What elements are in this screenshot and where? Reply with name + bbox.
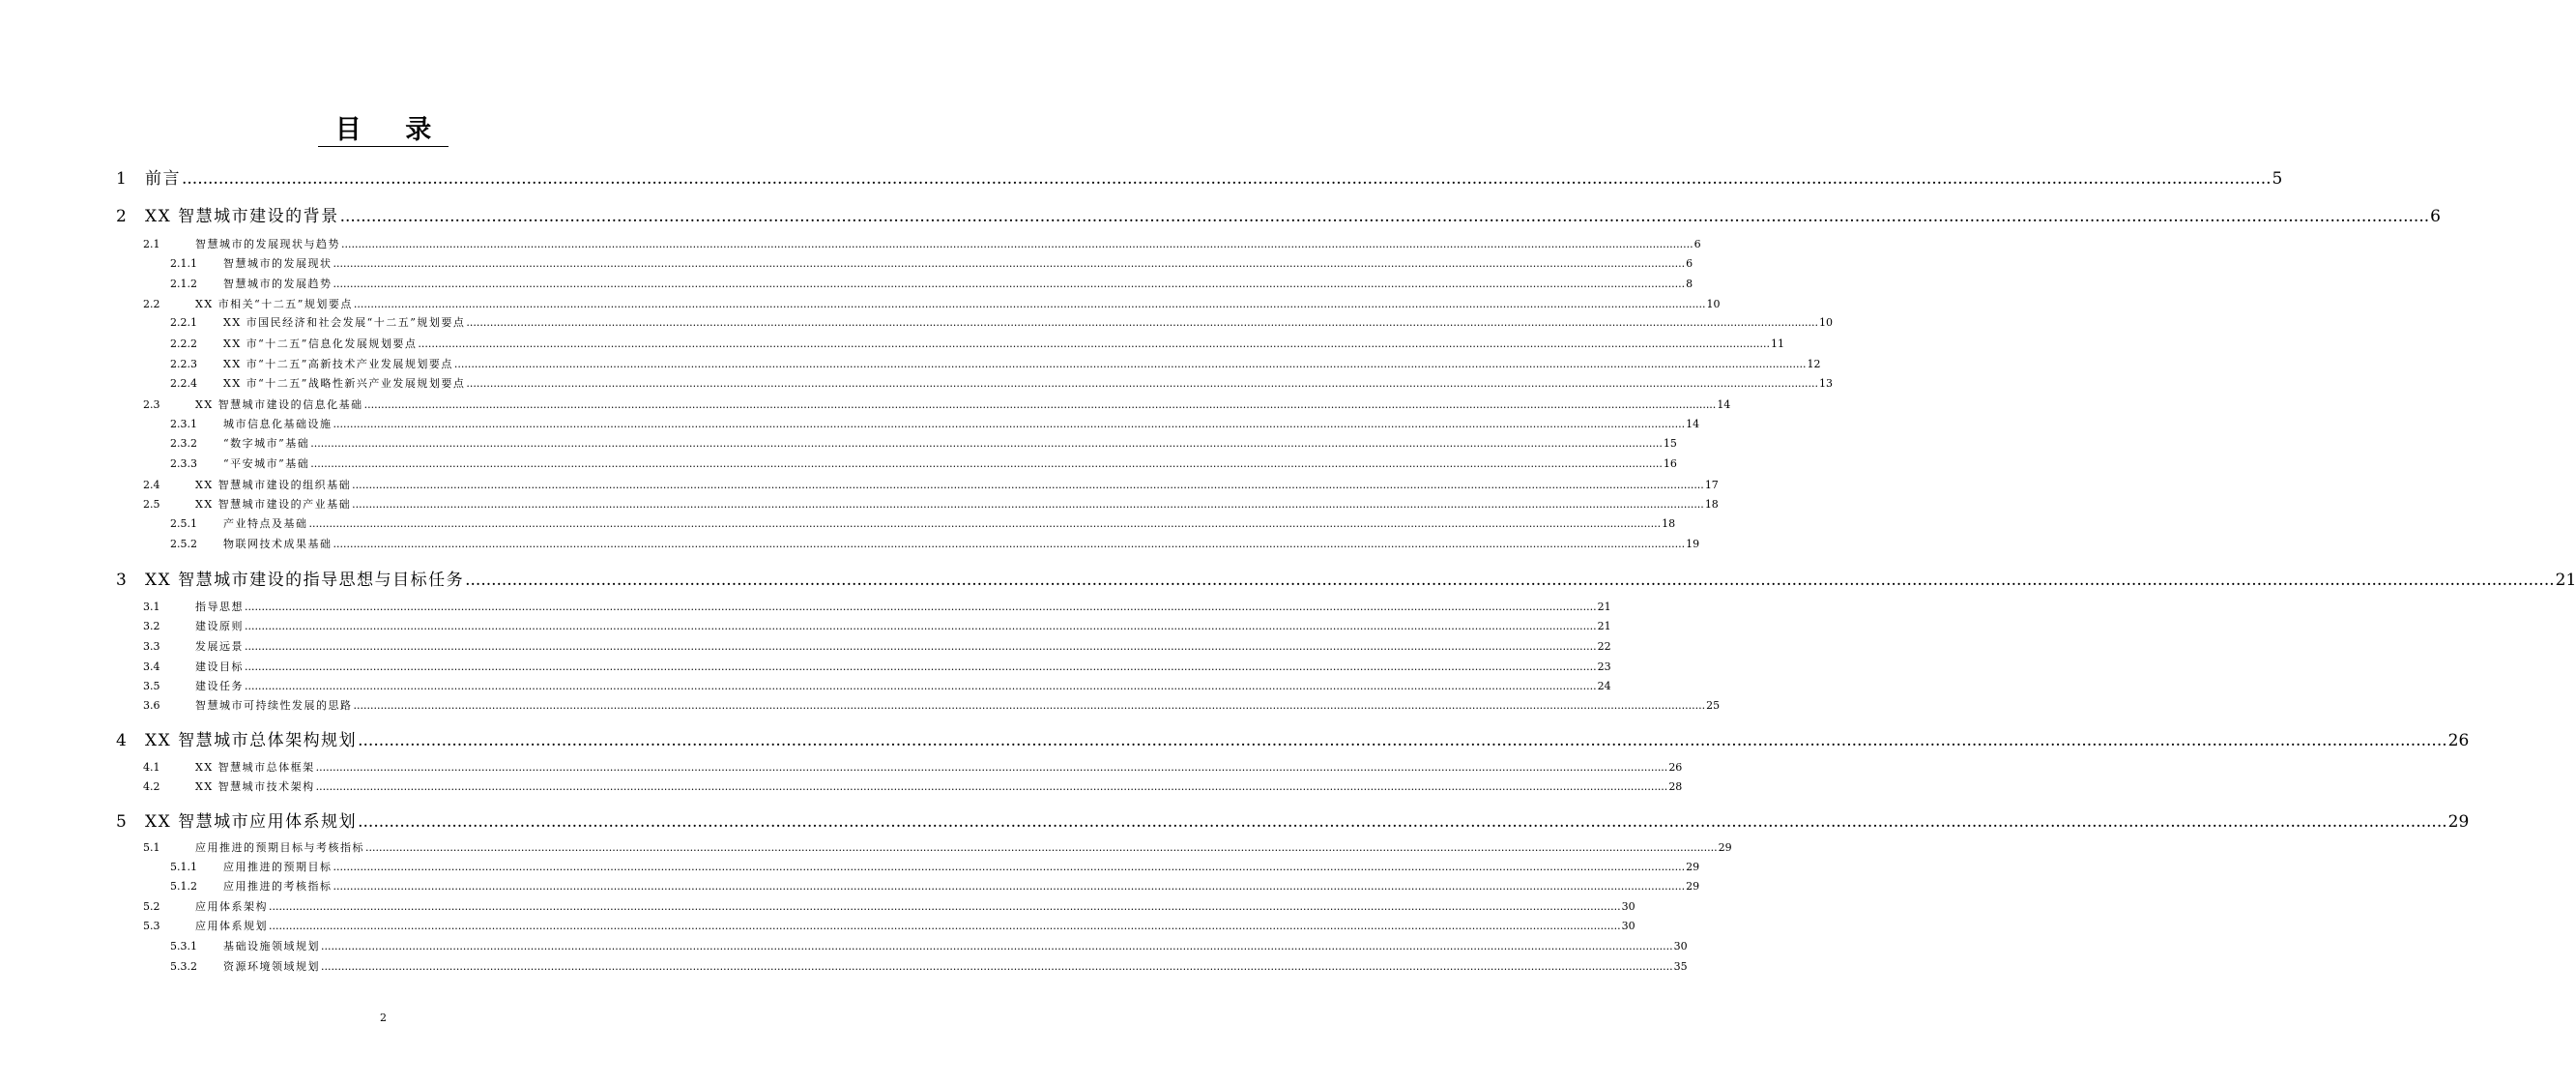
toc-entry[interactable]: [170, 455, 1677, 471]
toc-entry-title: XX 智慧城市建设的产业基础: [195, 498, 352, 511]
toc-entry[interactable]: [116, 202, 2441, 226]
toc-entry-number: 5.3: [143, 920, 160, 932]
toc-entry[interactable]: [170, 859, 1700, 874]
toc-entry[interactable]: [170, 878, 1700, 894]
toc-leader-dots: ................................................................................................................................................................................................................................................................................................................................................................................................................: [333, 278, 1686, 290]
toc-entry-number: 2.1.1: [170, 257, 197, 270]
toc-entry-page: 16: [1663, 457, 1677, 470]
toc-entry[interactable]: [170, 958, 1688, 974]
toc-leader-dots: ................................................................................................................................................................................................................................................................................................................................................................................................................: [321, 940, 1673, 953]
toc-entry-number: 5.1: [143, 841, 160, 854]
toc-entry-page: 19: [1686, 538, 1700, 550]
toc-entry-title: 应用推进的考核指标: [223, 880, 333, 893]
toc-entry[interactable]: [116, 164, 2283, 189]
toc-entry-page: 30: [1621, 900, 1635, 913]
toc-leader-dots: ................................................................................................................................................................................................................................................................................................................................................................................................................: [352, 498, 1704, 511]
toc-entry-title: XX 智慧城市建设的组织基础: [195, 479, 352, 491]
toc-entry-number: 2.2: [143, 298, 160, 310]
toc-leader-dots: ................................................................................................................................................................................................................................................................................................................................................................................................................: [363, 398, 1717, 411]
toc-entry-page: 21: [1597, 620, 1611, 632]
toc-leader-dots: ................................................................................................................................................................................................................................................................................................................................................................................................................: [353, 699, 1706, 712]
toc-leader-dots: ................................................................................................................................................................................................................................................................................................................................................................................................................: [315, 761, 1668, 774]
toc-entry[interactable]: [170, 314, 1834, 330]
toc-leader-dots: ................................................................................................................................................................................................................................................................................................................................................................................................................: [365, 841, 1718, 854]
toc-entry-title: 应用推进的预期目标: [223, 861, 333, 873]
toc-entry-page: 21: [2555, 571, 2576, 590]
toc-entry-page: 6: [1693, 238, 1701, 250]
toc-leader-dots: ................................................................................................................................................................................................................................................................................................................................................................................................................: [245, 660, 1597, 673]
toc-leader-dots: ................................................................................................................................................................................................................................................................................................................................................................................................................: [465, 571, 2555, 590]
toc-entry-page: 29: [1686, 861, 1700, 873]
toc-entry-page: 30: [1621, 920, 1635, 932]
toc-entry-title: XX 智慧城市技术架构: [195, 780, 315, 793]
toc-entry-page: 10: [1819, 316, 1834, 329]
toc-entry-title: 资源环境领域规划: [223, 960, 320, 973]
toc-entry-number: 2.5.2: [170, 538, 197, 550]
toc-entry-page: 29: [2447, 812, 2470, 832]
toc-entry-title: XX 智慧城市总体架构规划: [145, 731, 358, 750]
toc-leader-dots: ................................................................................................................................................................................................................................................................................................................................................................................................................: [358, 731, 2447, 750]
toc-entry-page: 28: [1668, 780, 1683, 793]
toc-entry-number: 5.2: [143, 900, 160, 913]
toc-entry[interactable]: [143, 759, 1683, 775]
toc-entry[interactable]: [170, 515, 1676, 531]
toc-entry-title: XX 智慧城市建设的指导思想与目标任务: [145, 571, 465, 590]
toc-entry[interactable]: [143, 296, 1721, 311]
toc-entry-number: 3.1: [143, 601, 160, 613]
toc-entry[interactable]: [116, 566, 2576, 590]
toc-entry-page: 23: [1597, 660, 1611, 673]
toc-entry-number: 5.1.2: [170, 880, 197, 893]
toc-entry-page: 24: [1597, 680, 1611, 692]
toc-entry[interactable]: [170, 276, 1693, 291]
toc-entry-title: 智慧城市的发展现状: [223, 257, 333, 270]
toc-entry[interactable]: [170, 536, 1700, 551]
toc-entry[interactable]: [170, 416, 1700, 431]
toc-entry-title: 智慧城市的发展趋势: [223, 278, 333, 290]
toc-leader-dots: ................................................................................................................................................................................................................................................................................................................................................................................................................: [310, 457, 1663, 470]
toc-entry-page: 8: [1686, 278, 1693, 290]
toc-entry[interactable]: [170, 336, 1785, 351]
toc-leader-dots: ................................................................................................................................................................................................................................................................................................................................................................................................................: [245, 601, 1597, 613]
toc-entry-title: XX 市国民经济和社会发展“十二五”规划要点: [223, 316, 466, 329]
toc-entry[interactable]: [170, 375, 1834, 391]
toc-entry-page: 26: [1668, 761, 1683, 774]
toc-entry-page: 17: [1704, 479, 1719, 491]
toc-leader-dots: ................................................................................................................................................................................................................................................................................................................................................................................................................: [333, 861, 1686, 873]
toc-leader-dots: ................................................................................................................................................................................................................................................................................................................................................................................................................: [339, 207, 2430, 226]
toc-entry-page: 13: [1819, 377, 1834, 390]
toc-entry-number: 3.5: [143, 680, 160, 692]
toc-leader-dots: ................................................................................................................................................................................................................................................................................................................................................................................................................: [466, 316, 1819, 329]
toc-entry-title: XX 智慧城市总体框架: [195, 761, 315, 774]
toc-entry-number: 2.3.2: [170, 437, 197, 450]
toc-entry-page: 18: [1662, 517, 1676, 530]
toc-leader-dots: ................................................................................................................................................................................................................................................................................................................................................................................................................: [358, 812, 2447, 832]
toc-entry-page: 5: [2272, 169, 2283, 189]
toc-leader-dots: ................................................................................................................................................................................................................................................................................................................................................................................................................: [466, 377, 1819, 390]
toc-entry[interactable]: [143, 396, 1731, 412]
toc-entry-number: 1: [116, 169, 127, 189]
toc-entry-title: 智慧城市可持续性发展的思路: [195, 699, 353, 712]
toc-entry[interactable]: [143, 778, 1683, 794]
toc-entry-number: 2.2.3: [170, 358, 197, 370]
toc-entry[interactable]: [170, 255, 1693, 271]
toc-entry-page: 6: [2430, 207, 2441, 226]
toc-entry-page: 25: [1706, 699, 1721, 712]
toc-entry-title: XX 市“十二五”战略性新兴产业发展规划要点: [223, 377, 466, 390]
toc-entry-page: 35: [1673, 960, 1688, 973]
toc-entry[interactable]: [143, 477, 1719, 492]
toc-entry-title: XX 智慧城市应用体系规划: [145, 812, 358, 832]
toc-leader-dots: ................................................................................................................................................................................................................................................................................................................................................................................................................: [269, 920, 1621, 932]
toc-entry-title: XX 市“十二五”信息化发展规划要点: [223, 337, 418, 350]
toc-entry-number: 2.5.1: [170, 517, 197, 530]
toc-leader-dots: ................................................................................................................................................................................................................................................................................................................................................................................................................: [418, 337, 1771, 350]
toc-entry-number: 3.3: [143, 640, 160, 653]
toc-title: [0, 108, 767, 146]
toc-entry-title: 智慧城市的发展现状与趋势: [195, 238, 340, 250]
toc-entry-title: 城市信息化基础设施: [223, 418, 333, 430]
toc-leader-dots: ................................................................................................................................................................................................................................................................................................................................................................................................................: [333, 880, 1686, 893]
toc-entry-title: 前言: [145, 169, 181, 189]
toc-entry-title: XX 智慧城市建设的背景: [145, 207, 339, 226]
toc-leader-dots: ................................................................................................................................................................................................................................................................................................................................................................................................................: [182, 169, 2272, 189]
toc-entry-number: 2.3.3: [170, 457, 197, 470]
toc-entry-number: 2.2.4: [170, 377, 197, 390]
toc-leader-dots: ................................................................................................................................................................................................................................................................................................................................................................................................................: [352, 479, 1704, 491]
toc-entry-number: 5.3.1: [170, 940, 197, 953]
toc-entry-page: 11: [1771, 337, 1785, 350]
toc-entry-number: 3: [116, 571, 127, 590]
toc-entry-number: 2.4: [143, 479, 160, 491]
toc-entry-number: 2.1.2: [170, 278, 197, 290]
toc-entry-number: 5.1.1: [170, 861, 197, 873]
toc-leader-dots: ................................................................................................................................................................................................................................................................................................................................................................................................................: [308, 517, 1662, 530]
toc-entry-title: 建设任务: [195, 680, 244, 692]
toc-entry[interactable]: [143, 918, 1635, 933]
toc-entry-page: 14: [1717, 398, 1731, 411]
toc-entry[interactable]: [143, 898, 1635, 914]
toc-entry[interactable]: [143, 839, 1732, 855]
toc-entry-title: 产业特点及基础: [223, 517, 308, 530]
toc-entry-number: 2: [116, 207, 127, 226]
toc-entry-title: 物联网技术成果基础: [223, 538, 333, 550]
toc-leader-dots: ................................................................................................................................................................................................................................................................................................................................................................................................................: [245, 620, 1597, 632]
toc-entry-page: 22: [1597, 640, 1611, 653]
toc-entry-number: 4: [116, 731, 127, 750]
toc-entry-title: 应用推进的预期目标与考核指标: [195, 841, 364, 854]
toc-entry-number: 2.3.1: [170, 418, 197, 430]
toc-entry-page: 10: [1706, 298, 1721, 310]
toc-entry[interactable]: [143, 638, 1611, 654]
toc-leader-dots: ................................................................................................................................................................................................................................................................................................................................................................................................................: [333, 538, 1686, 550]
toc-entry-number: 4.2: [143, 780, 160, 793]
toc-entry-title: “平安城市”基础: [223, 457, 310, 470]
toc-entry-title: XX 市“十二五”高新技术产业发展规划要点: [223, 358, 453, 370]
toc-entry[interactable]: [143, 659, 1611, 674]
toc-entry[interactable]: [143, 496, 1719, 512]
toc-leader-dots: ................................................................................................................................................................................................................................................................................................................................................................................................................: [245, 640, 1597, 653]
toc-entry-number: 3.2: [143, 620, 160, 632]
toc-leader-dots: ................................................................................................................................................................................................................................................................................................................................................................................................................: [245, 680, 1597, 692]
toc-entry-page: 12: [1807, 358, 1821, 370]
toc-entry-title: 指导思想: [195, 601, 244, 613]
toc-entry-title: XX 市相关“十二五”规划要点: [195, 298, 353, 310]
toc-entry-number: 2.3: [143, 398, 160, 411]
toc-entry-title: 基础设施领域规划: [223, 940, 320, 953]
page-number: 2: [380, 1012, 387, 1024]
toc-entry[interactable]: [170, 435, 1677, 451]
toc-leader-dots: ................................................................................................................................................................................................................................................................................................................................................................................................................: [341, 238, 1693, 250]
toc-entry-title: 建设目标: [195, 660, 244, 673]
toc-leader-dots: ................................................................................................................................................................................................................................................................................................................................................................................................................: [333, 418, 1686, 430]
toc-entry-number: 3.6: [143, 699, 160, 712]
toc-entry-page: 21: [1597, 601, 1611, 613]
toc-leader-dots: ................................................................................................................................................................................................................................................................................................................................................................................................................: [321, 960, 1673, 973]
toc-entry[interactable]: [170, 938, 1688, 953]
toc-entry-title: XX 智慧城市建设的信息化基础: [195, 398, 363, 411]
toc-entry-title: 发展远景: [195, 640, 244, 653]
toc-entry-number: 2.2.2: [170, 337, 197, 350]
toc-entry-page: 29: [1686, 880, 1700, 893]
toc-entry-title: “数字城市”基础: [223, 437, 310, 450]
toc-entry[interactable]: [170, 356, 1821, 371]
toc-entry-number: 2.1: [143, 238, 160, 250]
toc-entry-number: 5: [116, 812, 127, 832]
toc-entry[interactable]: [143, 697, 1721, 713]
toc-leader-dots: ................................................................................................................................................................................................................................................................................................................................................................................................................: [315, 780, 1668, 793]
toc-entry-page: 29: [1718, 841, 1732, 854]
toc-entry-number: 5.3.2: [170, 960, 197, 973]
toc-entry[interactable]: [116, 726, 2470, 750]
toc-entry-number: 3.4: [143, 660, 160, 673]
toc-leader-dots: ................................................................................................................................................................................................................................................................................................................................................................................................................: [269, 900, 1621, 913]
toc-entry-page: 6: [1686, 257, 1693, 270]
toc-entry[interactable]: [116, 807, 2470, 832]
toc-entry-number: 4.1: [143, 761, 160, 774]
toc-entry-title: 应用体系规划: [195, 920, 268, 932]
toc-entry-title: 建设原则: [195, 620, 244, 632]
toc-entry-page: 15: [1663, 437, 1677, 450]
toc-leader-dots: ................................................................................................................................................................................................................................................................................................................................................................................................................: [353, 298, 1706, 310]
toc-title-text: 目 录: [318, 115, 449, 147]
toc-leader-dots: ................................................................................................................................................................................................................................................................................................................................................................................................................: [453, 358, 1807, 370]
toc-entry-page: 30: [1673, 940, 1688, 953]
toc-entry-title: 应用体系架构: [195, 900, 268, 913]
toc-entry[interactable]: [143, 236, 1701, 251]
toc-entry-page: 26: [2447, 731, 2470, 750]
toc-entry[interactable]: [143, 618, 1611, 633]
toc-entry-page: 14: [1686, 418, 1700, 430]
toc-entry[interactable]: [143, 678, 1611, 693]
toc-leader-dots: ................................................................................................................................................................................................................................................................................................................................................................................................................: [333, 257, 1686, 270]
toc-entry-page: 18: [1704, 498, 1719, 511]
toc-entry[interactable]: [143, 599, 1611, 614]
toc-entry-number: 2.5: [143, 498, 160, 511]
toc-entry-number: 2.2.1: [170, 316, 197, 329]
toc-leader-dots: ................................................................................................................................................................................................................................................................................................................................................................................................................: [310, 437, 1663, 450]
